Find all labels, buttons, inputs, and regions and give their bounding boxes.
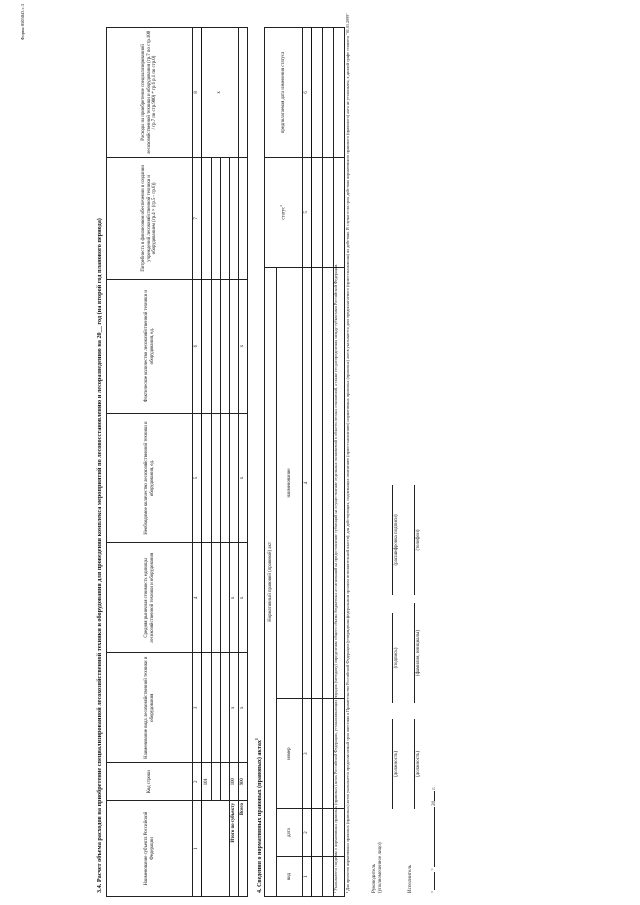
table-cell — [221, 413, 230, 543]
section-3-4-table — [106, 27, 248, 897]
table-cell-subject — [202, 801, 230, 897]
table-cell — [212, 543, 221, 653]
total-all-code: 900 — [239, 763, 248, 801]
head-signature-caption: (подпись) — [394, 647, 399, 669]
table-cell — [212, 763, 221, 801]
table-cell — [212, 413, 221, 543]
table-cell — [202, 279, 212, 413]
table-cell — [202, 413, 212, 543]
total-subject-c4: x — [230, 543, 239, 653]
total-subject-c3: x — [230, 653, 239, 763]
col-number: 3 — [193, 653, 202, 763]
head-decoding-caption: (расшифровка подписи) — [394, 514, 399, 566]
col-number: 6 — [193, 279, 202, 413]
header-expenses: Расходы на приобретение специализированной лесохозяйственной техники и оборудования (гр.7 по стр.100 / гр.7 по стр.900) * гр.6 р.1 по стр.0) — [107, 28, 193, 158]
table-cell — [230, 279, 239, 413]
col-number: 2 — [193, 763, 202, 801]
executor-phone-caption: (телефон) — [416, 529, 421, 551]
table-cell — [323, 28, 334, 158]
table-cell — [221, 763, 230, 801]
col-number: 7 — [193, 157, 202, 279]
signature-date: " " 20 г. — [432, 786, 437, 893]
table-cell — [202, 157, 212, 279]
section-3-4-title: 3.4. Расчет объема расходов на приобретение специализированной лесохозяйственной техники и оборудования для проведения комплекса мероприятий по лесовосстановлению и лесоразведению на 20__ год (на второй год планового периода) — [96, 218, 103, 893]
executor-position-caption: (должность) — [416, 750, 421, 778]
table-cell — [221, 279, 230, 413]
table-cell — [323, 809, 334, 857]
table-cell — [212, 279, 221, 413]
table-cell — [221, 157, 230, 279]
executor-name-line — [414, 603, 415, 703]
executor-phone-line — [414, 485, 415, 595]
head-position-caption: (должность) — [394, 750, 399, 778]
table-cell — [212, 157, 221, 279]
table-cell — [202, 653, 212, 763]
head-signature-line — [392, 613, 393, 703]
head-decoding-line — [392, 485, 393, 595]
header-actual-qty: Фактическое количество лесохозяйственной техники и оборудования, ед. — [107, 279, 193, 413]
table-cell — [221, 543, 230, 653]
table-cell — [230, 413, 239, 543]
table-cell — [323, 857, 334, 897]
table-cell — [239, 28, 248, 158]
head-position-line — [392, 719, 393, 809]
col-number: 6 — [303, 28, 312, 158]
head-label: Руководитель (уполномоченное лицо) — [372, 842, 383, 893]
table-cell — [312, 809, 323, 857]
table-cell — [212, 653, 221, 763]
footnote-2: ² Для проектов нормативных правовых (правовых) актов указывается предполагаемый срок внесения в Правительство Российской Федерации (утверждения федеральным органом исполнительной власти); для действующих, подлежащих изменению (приостановлению) нормативных правовых (правовых) актов указывается дата предполагаемого (приостановления) их действия. В случае если срок действия нормативного правового (правового) акта не установлен, в данной графе ставится "01.01.2099" — [345, 13, 350, 893]
table-cell — [323, 699, 334, 809]
table-cell — [230, 157, 239, 279]
header-needed-qty: Необходимое количество лесохозяйственной техники и оборудования, ед. — [107, 413, 193, 543]
total-all-c3: x — [239, 653, 248, 763]
header-equipment-type: Наименование вида лесохозяйственной техники и оборудования — [107, 653, 193, 763]
col-number: 4 — [303, 267, 312, 698]
table-cell — [312, 699, 323, 809]
col-number: 5 — [303, 157, 312, 267]
header-date: дата — [277, 809, 303, 857]
total-subject-label: Итого по субъекту — [230, 801, 239, 897]
table-cell — [312, 267, 323, 698]
total-all-c4: x — [239, 543, 248, 653]
header-name: наименование — [277, 267, 303, 698]
table-cell — [323, 157, 334, 267]
executor-label: Исполнитель — [408, 865, 413, 893]
table-cell — [221, 653, 230, 763]
header-status-change-date: предполагаемая дата изменения статуса — [265, 28, 303, 158]
table-cell — [239, 157, 248, 279]
table-cell — [312, 157, 323, 267]
table-cell — [312, 28, 323, 158]
col-number: 5 — [193, 413, 202, 543]
col-number: 1 — [193, 801, 202, 897]
section-4-title: 4. Сведения о нормативных правовых (правовых) актах$^1$ — [254, 738, 263, 893]
total-all-c6: x — [239, 279, 248, 413]
col-number: 8 — [193, 28, 202, 158]
col-number: 4 — [193, 543, 202, 653]
form-number: Форма 0505043 с.3 — [20, 4, 25, 41]
table-cell-code: 101 — [202, 763, 212, 801]
col-number: 1 — [303, 857, 312, 897]
footnote-1: ¹ Указываются сведения о нормативных правовых (правовых) актах Российской Федерации, устанавливающих порядок (методику) определения общего объема бюджетных ассигнований на предоставление субвенций на осуществление отдельных полномочий в области лесных отношений, а также его распределения между субъектами Российской Федерации. — [333, 263, 338, 893]
header-financing-need: Потребность в финансовом обеспечении в создании учреждений лесохозяйственной техники и оборудованием (гр.4 × (гр.5 - гр.6)) — [107, 157, 193, 279]
header-code: Код строки — [107, 763, 193, 801]
table-cell — [323, 267, 334, 698]
normative-act-group-header: Нормативный правовой (правовой) акт — [265, 267, 277, 896]
table-cell-x: x — [202, 28, 239, 158]
table-cell — [312, 857, 323, 897]
table-cell — [202, 543, 212, 653]
total-all-c5: x — [239, 413, 248, 543]
total-all-label: Всего — [239, 801, 248, 897]
header-status: статус$^2$ — [265, 157, 303, 267]
executor-position-line — [414, 719, 415, 809]
header-number: номер — [277, 699, 303, 809]
col-number: 2 — [303, 809, 312, 857]
header-subject: Наименование субъекта Российской Федерации — [107, 801, 193, 897]
header-kind: вид — [277, 857, 303, 897]
header-avg-cost: Средняя рыночная стоимость единицы лесохозяйственной техники и оборудования — [107, 543, 193, 653]
total-subject-code: 100 — [230, 763, 239, 801]
col-number: 3 — [303, 699, 312, 809]
executor-name-caption: (фамилия, инициалы) — [416, 629, 421, 677]
